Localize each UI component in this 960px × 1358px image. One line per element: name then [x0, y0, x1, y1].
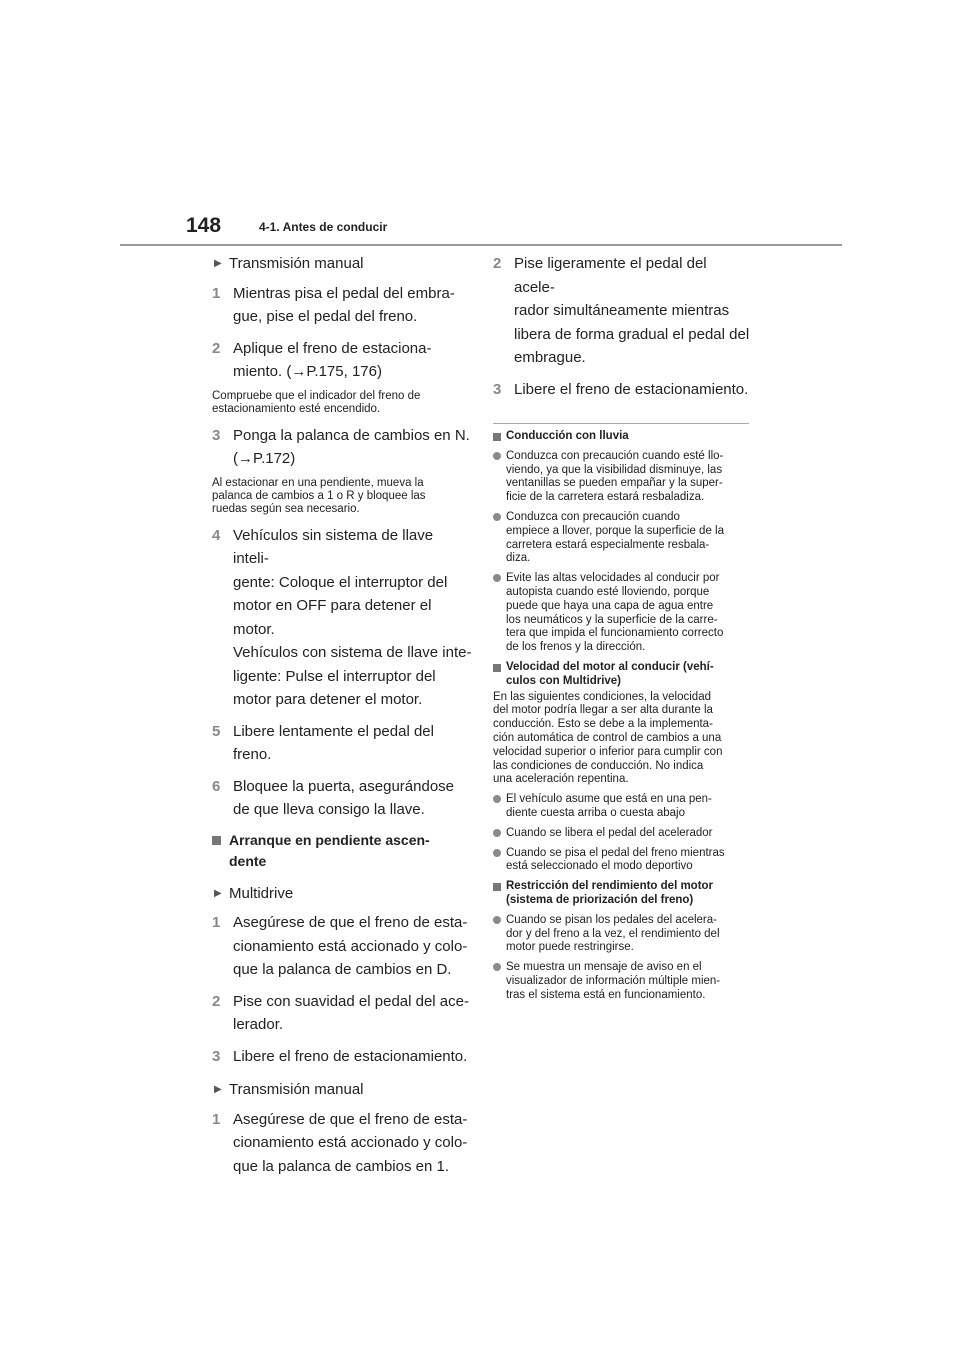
triangle-arrow-icon: ▶ — [214, 258, 222, 269]
step-text: Asegúrese de que el freno de esta- — [233, 1110, 468, 1128]
square-bullet-icon — [212, 836, 221, 845]
bullet-line: diza. — [506, 552, 531, 565]
manual-step-1 — [212, 1108, 472, 1179]
step-number: 4 — [212, 526, 221, 544]
circle-bullet-icon — [493, 963, 501, 971]
step-text: (→P.172) — [233, 450, 296, 467]
bullet-line: Se muestra un mensaje de aviso en el — [506, 961, 702, 974]
bullet-item — [493, 961, 751, 1002]
bullet-line: empiece a llover, porque la superficie de la — [506, 524, 724, 537]
bullet-item — [493, 511, 751, 566]
paragraph — [493, 691, 751, 788]
bullet-line: Cuando se libera el pedal del acelerador — [506, 826, 713, 839]
step-text: gue, pise el pedal del freno. — [233, 308, 418, 325]
step-text: freno. — [233, 746, 272, 763]
multidrive-step-2 — [212, 990, 472, 1037]
info-heading-rain — [493, 430, 751, 444]
square-bullet-icon — [493, 883, 501, 891]
circle-bullet-icon — [493, 574, 501, 582]
subsection-label: Multidrive — [229, 884, 294, 902]
step-text: Libere el freno de estacionamiento. — [514, 380, 749, 398]
step-text: de que lleva consigo la llave. — [233, 801, 425, 818]
circle-bullet-icon — [493, 829, 501, 837]
heading-text: Velocidad del motor al conducir (vehí- — [506, 660, 714, 673]
step-text: Asegúrese de que el freno de esta- — [233, 914, 468, 931]
heading-text: culos con Multidrive) — [506, 674, 622, 687]
subsection-label: Transmisión manual — [229, 1081, 364, 1098]
left-column — [212, 252, 472, 1178]
bullet-line: viendo, ya que la visibilidad disminuye, las — [506, 463, 723, 476]
step-text: motor en OFF para detener el — [233, 597, 432, 614]
step-1 — [212, 282, 472, 329]
section-title: 4-1. Antes de conducir — [259, 220, 388, 234]
bullet-line: Conduzca con precaución cuando esté llo- — [506, 449, 724, 462]
paragraph-line: una aceleración repentina. — [493, 773, 629, 786]
note-line: estacionamiento esté encendido. — [212, 402, 381, 415]
step-number: 3 — [212, 1047, 221, 1065]
bullet-line: dor y del freno a la vez, el rendimiento del — [506, 927, 720, 940]
subsection-label: Transmisión manual — [229, 255, 364, 272]
triangle-arrow-icon: ▶ — [214, 887, 222, 899]
subsection-multidrive — [212, 882, 472, 906]
bullet-line: El vehículo asume que está en una pen- — [506, 793, 712, 806]
paragraph-line: ción automática de control de cambios a una — [493, 731, 722, 744]
step-text: rador simultáneamente mientras — [514, 302, 730, 319]
heading-text: Conducción con lluvia — [506, 430, 629, 442]
header-divider — [120, 244, 842, 246]
multidrive-step-1 — [212, 911, 472, 982]
step-text: Libere lentamente el pedal del — [233, 722, 434, 740]
step-text: ligente: Pulse el interruptor del — [233, 667, 436, 685]
step-text: Libere el freno de estacionamiento. — [233, 1047, 468, 1065]
step-3 — [212, 424, 472, 471]
bullet-line: visualizador de información múltiple mien- — [506, 974, 721, 987]
page-header — [120, 214, 842, 248]
bullet-item — [493, 450, 751, 505]
step-text: motor para detener el motor. — [233, 691, 423, 708]
bullet-item — [493, 572, 751, 655]
note-line: ruedas según sea necesario. — [212, 502, 360, 515]
info-heading-brake-priority — [493, 880, 751, 908]
step-number: 2 — [212, 339, 221, 357]
bullet-line: está seleccionado el modo deportivo — [506, 860, 693, 873]
bullet-line: autopista cuando esté lloviendo, porque — [506, 585, 710, 598]
step-number: 6 — [212, 777, 221, 795]
subsection-manual — [212, 252, 472, 276]
step-text: Pise con suavidad el pedal del ace- — [233, 992, 469, 1010]
step-5 — [212, 720, 472, 767]
square-bullet-icon — [493, 664, 501, 672]
step-text: Pise ligeramente el pedal del acele- — [514, 255, 707, 296]
heading-text: Arranque en pendiente ascen- — [229, 831, 430, 848]
step-number: 2 — [493, 255, 502, 272]
step-number: 1 — [212, 284, 221, 302]
step-text: gente: Coloque el interruptor del — [233, 573, 448, 591]
step-number: 5 — [212, 722, 221, 740]
heading-text: (sistema de priorización del freno) — [506, 893, 694, 906]
bullet-line: ficie de la carretera estará resbaladiza. — [506, 491, 705, 504]
divider — [493, 423, 749, 424]
step-text: libera de forma gradual el pedal del — [514, 325, 750, 343]
step-text: lerador. — [233, 1016, 284, 1033]
section-heading — [212, 830, 472, 872]
step-text: motor. — [233, 620, 275, 638]
heading-text: Restricción del rendimiento del motor — [506, 880, 714, 893]
step-text: Ponga la palanca de cambios en N. — [233, 426, 470, 444]
bullet-line: los neumáticos y la superficie de la carre- — [506, 613, 718, 626]
step-4 — [212, 524, 472, 712]
heading-text: dente — [229, 852, 267, 869]
step-2 — [212, 337, 472, 384]
bullet-line: puede que haya una capa de agua entre — [506, 599, 714, 612]
note-line: Al estacionar en una pendiente, mueva la — [212, 476, 424, 489]
step-number: 3 — [212, 426, 221, 444]
step-number: 2 — [212, 992, 221, 1010]
bullet-item — [493, 793, 751, 821]
bullet-line: Conduzca con precaución cuando — [506, 510, 680, 523]
note-line: palanca de cambios a 1 o R y bloquee las — [212, 489, 426, 502]
circle-bullet-icon — [493, 916, 501, 924]
circle-bullet-icon — [493, 795, 501, 803]
bullet-item — [493, 827, 751, 841]
bullet-item — [493, 847, 751, 875]
paragraph-line: las condiciones de conducción. No indica — [493, 759, 704, 772]
paragraph-line: En las siguientes condiciones, la velocidad — [493, 690, 711, 703]
manual-step-2 — [493, 252, 751, 370]
bullet-line: tera que impida el funcionamiento correcto — [506, 627, 724, 640]
bullet-item — [493, 914, 751, 955]
note — [212, 477, 472, 516]
multidrive-step-3 — [212, 1045, 472, 1069]
step-number: 1 — [212, 914, 221, 931]
paragraph-line: del motor podría llegar a ser alta durante la — [493, 704, 713, 717]
bullet-line: de los frenos y la dirección. — [506, 641, 646, 654]
step-text: miento. (→P.175, 176) — [233, 363, 382, 380]
note — [212, 390, 472, 416]
step-number: 3 — [493, 380, 502, 398]
page-number: 148 — [186, 214, 222, 237]
step-text: Mientras pisa el pedal del embra- — [233, 284, 455, 302]
circle-bullet-icon — [493, 513, 501, 521]
step-text: Vehículos con sistema de llave inte- — [233, 644, 472, 661]
step-text: embrague. — [514, 349, 586, 366]
manual-step-3 — [493, 378, 751, 402]
paragraph-line: velocidad superior o inferior para cumplir con — [493, 745, 723, 758]
triangle-arrow-icon: ▶ — [214, 1084, 222, 1095]
step-text: Aplique el freno de estaciona- — [233, 339, 432, 357]
bullet-line: tras el sistema está en funcionamiento. — [506, 988, 706, 1001]
circle-bullet-icon — [493, 452, 501, 460]
bullet-line: Cuando se pisan los pedales del acelera- — [506, 913, 717, 926]
bullet-line: carretera estará especialmente resbala- — [506, 538, 710, 551]
info-heading-engine-speed — [493, 661, 751, 689]
step-text: cionamiento está accionado y colo- — [233, 1134, 468, 1151]
paragraph-line: conducción. Esto se debe a la implementa- — [493, 718, 713, 731]
step-6 — [212, 775, 472, 822]
bullet-line: motor puede restringirse. — [506, 941, 634, 954]
step-text: cionamiento está accionado y colo- — [233, 937, 468, 955]
subsection-manual-2 — [212, 1078, 472, 1102]
bullet-line: diente cuesta arriba o cuesta abajo — [506, 806, 686, 819]
step-text: Vehículos sin sistema de llave inteli- — [233, 526, 434, 567]
bullet-line: ventanillas se pueden empañar y la super- — [506, 477, 723, 490]
right-column — [493, 252, 751, 1002]
square-bullet-icon — [493, 433, 501, 441]
step-text: que la palanca de cambios en D. — [233, 961, 452, 978]
bullet-line: Cuando se pisa el pedal del freno mientras — [506, 846, 725, 859]
step-text: Bloquee la puerta, asegurándose — [233, 777, 455, 795]
step-text: que la palanca de cambios en 1. — [233, 1157, 449, 1175]
step-number: 1 — [212, 1110, 221, 1128]
note-line: Compruebe que el indicador del freno de — [212, 389, 421, 402]
bullet-line: Evite las altas velocidades al conducir por — [506, 572, 720, 585]
circle-bullet-icon — [493, 849, 501, 857]
